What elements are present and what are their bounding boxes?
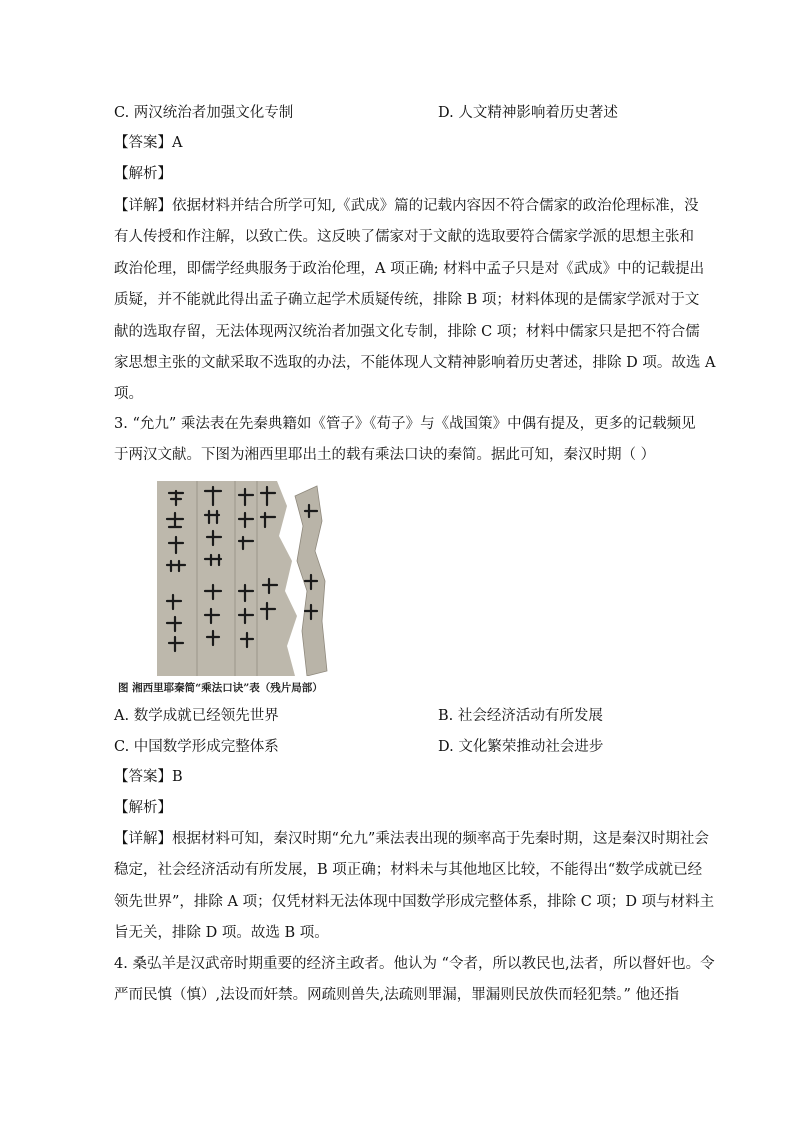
q4-stem-line: 严而民慎（慎）,法设而奸禁。网疏则兽失,法疏则罪漏，罪漏则民放佚而轻犯禁。” 他还指: [114, 987, 679, 1004]
bamboo-slip-photo: [157, 481, 340, 676]
q2-analysis-label: 【解析】: [114, 166, 172, 182]
q2-detail: [114, 191, 716, 411]
bamboo-slip-image: [157, 481, 340, 676]
q2-detail-line: 献的选取存留，无法体现两汉统治者加强文化专制，排除 C 项；材料中儒家只是把不符合儒: [114, 323, 700, 340]
q3-answer: 【答案】B: [114, 769, 183, 785]
q3-detail-line: 旨无关，排除 D 项。故选 B 项。: [114, 925, 329, 942]
q2-detail-line: 项。: [114, 386, 143, 403]
q4-stem-line: 4. 桑弘羊是汉武帝时期重要的经济主政者。他认为 “令者，所以教民也,法者，所以督奸也。令: [114, 956, 715, 972]
q3-detail-line: 稳定，社会经济活动有所发展，B 项正确；材料未与其他地区比较，不能得出“数学成就已经: [114, 862, 703, 879]
q3-detail-line: 【详解】根据材料可知，秦汉时期“允九”乘法表出现的频率高于先秦时期，这是秦汉时期社会: [114, 831, 709, 847]
q2-answer: 【答案】A: [114, 135, 183, 151]
q3-stem-line: 于两汉文献。下图为湘西里耶出土的载有乘法口诀的秦简。据此可知，秦汉时期（ ）: [114, 447, 656, 464]
q3-option-a: A. 数学成就已经领先世界: [114, 708, 279, 724]
q2-detail-line: 家思想主张的文献采取不选取的办法，不能体现人文精神影响着历史著述，排除 D 项。故选 A: [114, 355, 716, 372]
q2-option-c: C. 两汉统治者加强文化专制: [114, 105, 294, 121]
q2-detail-line: 政治伦理，即儒学经典服务于政治伦理，A 项正确; 材料中孟子只是对《武成》中的记载提出: [114, 260, 705, 277]
q3-stem-line: 3. “允九” 乘法表在先秦典籍如《管子》《荀子》与《战国策》中偶有提及，更多的记载频见: [114, 416, 696, 432]
q3-detail: [114, 824, 715, 950]
q3-option-d: D. 文化繁荣推动社会进步: [438, 739, 604, 755]
q3-stem: [114, 409, 696, 472]
q4-stem: [114, 949, 715, 1012]
figure-caption: 图 湘西里耶秦简“乘法口诀”表（残片局部）: [118, 682, 323, 694]
q3-analysis-label: 【解析】: [114, 800, 172, 816]
q3-option-c: C. 中国数学形成完整体系: [114, 739, 279, 755]
q2-option-d: D. 人文精神影响着历史著述: [438, 105, 618, 121]
q3-option-b: B. 社会经济活动有所发展: [438, 708, 603, 724]
q2-detail-line: 【详解】依据材料并结合所学可知,《武成》篇的记载内容因不符合儒家的政治伦理标准，没: [114, 198, 699, 214]
q2-detail-line: 有人传授和作注解，以致亡佚。这反映了儒家对于文献的选取要符合儒家学派的思想主张和: [114, 229, 694, 246]
q2-detail-line: 质疑，并不能就此得出孟子确立起学术质疑传统，排除 B 项；材料体现的是儒家学派对于文: [114, 292, 700, 309]
q3-detail-line: 领先世界”，排除 A 项；仅凭材料无法体现中国数学形成完整体系，排除 C 项；D 项与材料主: [114, 893, 715, 910]
